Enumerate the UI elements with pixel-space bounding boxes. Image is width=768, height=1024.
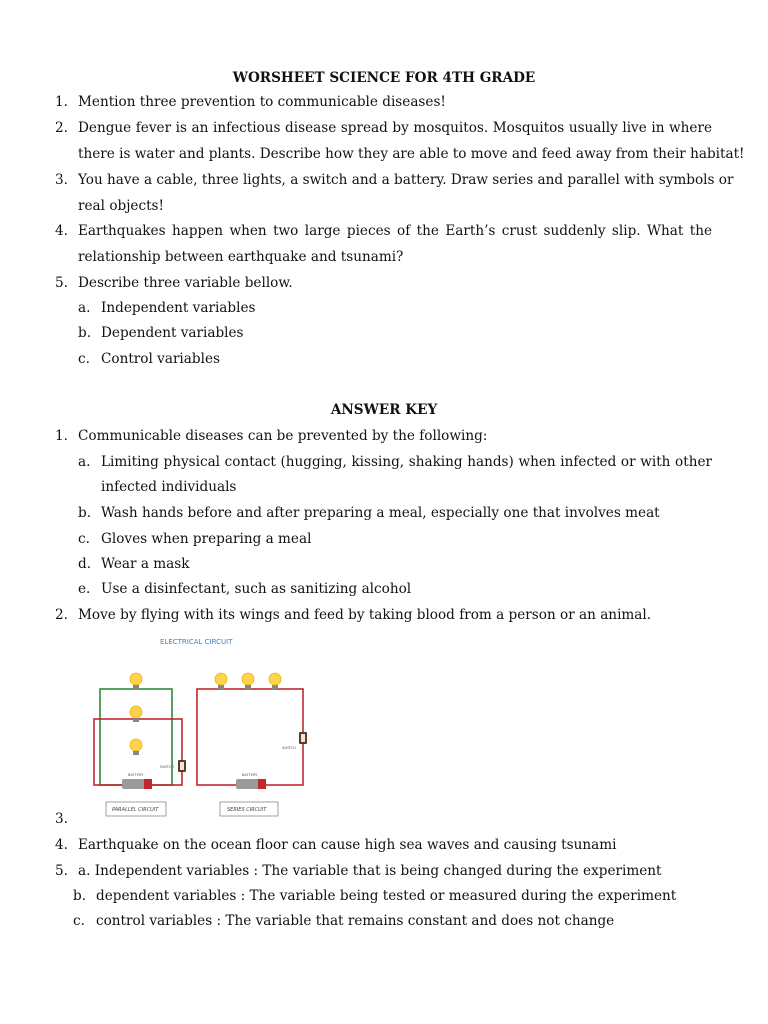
question-1-text: Mention three prevention to communicable diseases! [78,94,446,110]
question-4-line-1: Earthquakes happen when two large pieces of the Earth’s crust suddenly slip. What the [78,223,712,239]
bulb-icon [130,739,142,755]
a1-sub-d-letter: d. [78,556,92,572]
q5-sub-a-letter: a. [78,300,91,316]
a1-sub-e-letter: e. [78,581,91,597]
question-5-number: 5. [55,275,68,291]
answer-2-text: Move by flying with its wings and feed by taking blood from a person or an animal. [78,607,652,623]
question-2-line-1: Dengue fever is an infectious disease spread by mosquitos. Mosquitos usually live in where [78,120,712,136]
bulb-icon [242,673,254,689]
a5-sub-c-letter: c. [73,913,85,929]
series-switch-label: SWITCH [282,746,296,750]
a1-sub-c-text: Gloves when preparing a meal [101,531,312,547]
series-circuit [197,673,307,816]
q5-sub-c-letter: c. [78,351,90,367]
question-5-text: Describe three variable bellow. [78,275,293,291]
answer-1-text: Communicable diseases can be prevented by the following: [78,428,488,444]
diagram-title: ELECTRICAL CIRCUIT [160,638,233,646]
answer-1-number: 1. [55,428,68,444]
q5-sub-b-text: Dependent variables [101,325,244,341]
parallel-battery-label: BATTERY [128,773,144,777]
a5-sub-b-text: dependent variables : The variable being tested or measured during the experiment [96,888,677,904]
q5-sub-c-text: Control variables [101,351,220,367]
q5-sub-a-text: Independent variables [101,300,256,316]
a5-sub-c-text: control variables : The variable that remains constant and does not change [96,913,615,929]
a1-sub-b-text: Wash hands before and after preparing a meal, especially one that involves meat [101,505,660,521]
answer-4-text: Earthquake on the ocean floor can cause high sea waves and causing tsunami [78,837,617,853]
answer-2-number: 2. [55,607,68,623]
switch-icon [160,760,186,772]
a1-sub-a-line-2: infected individuals [101,479,237,495]
a1-sub-d-text: Wear a mask [101,556,190,572]
a1-sub-c-letter: c. [78,531,90,547]
question-3-line-1: You have a cable, three lights, a switch and a battery. Draw series and parallel with symbols or [78,172,734,188]
a1-sub-a-line-1: Limiting physical contact (hugging, kissing, shaking hands) when infected or with other [101,454,712,470]
a1-sub-b-letter: b. [78,505,92,521]
bulb-icon [130,673,142,689]
bulb-icon [215,673,227,689]
question-1-number: 1. [55,94,68,110]
answer-key-title: ANSWER KEY [330,402,438,418]
question-4-line-2: relationship between earthquake and tsunami? [78,249,404,265]
series-battery-label: BATTERY [242,773,258,777]
a1-sub-e-text: Use a disinfectant, such as sanitizing alcohol [101,581,412,597]
bulb-icon [269,673,281,689]
answer-5-number: 5. [55,863,68,879]
parallel-switch-label: SWITCH [160,765,174,769]
a5-sub-b-letter: b. [73,888,87,904]
answer-3-number: 3. [55,811,68,827]
question-3-number: 3. [55,172,68,188]
battery-icon [122,773,152,789]
question-2-number: 2. [55,120,68,136]
worksheet-title: WORSHEET SCIENCE FOR 4TH GRADE [232,70,536,86]
question-4-number: 4. [55,223,68,239]
question-2-line-2: there is water and plants. Describe how they are able to move and feed away from their habitat! [78,146,745,162]
series-circuit-label: SERIES CIRCUIT [227,807,267,813]
battery-icon [236,773,266,789]
answer-4-number: 4. [55,837,68,853]
a1-sub-a-letter: a. [78,454,91,470]
q5-sub-b-letter: b. [78,325,92,341]
parallel-circuit [94,673,186,816]
electrical-circuit-diagram [90,632,320,822]
answer-5-text: a. Independent variables : The variable that is being changed during the experiment [78,863,662,879]
parallel-circuit-label: PARALLEL CIRCUIT [112,807,159,813]
question-3-line-2: real objects! [78,198,164,214]
